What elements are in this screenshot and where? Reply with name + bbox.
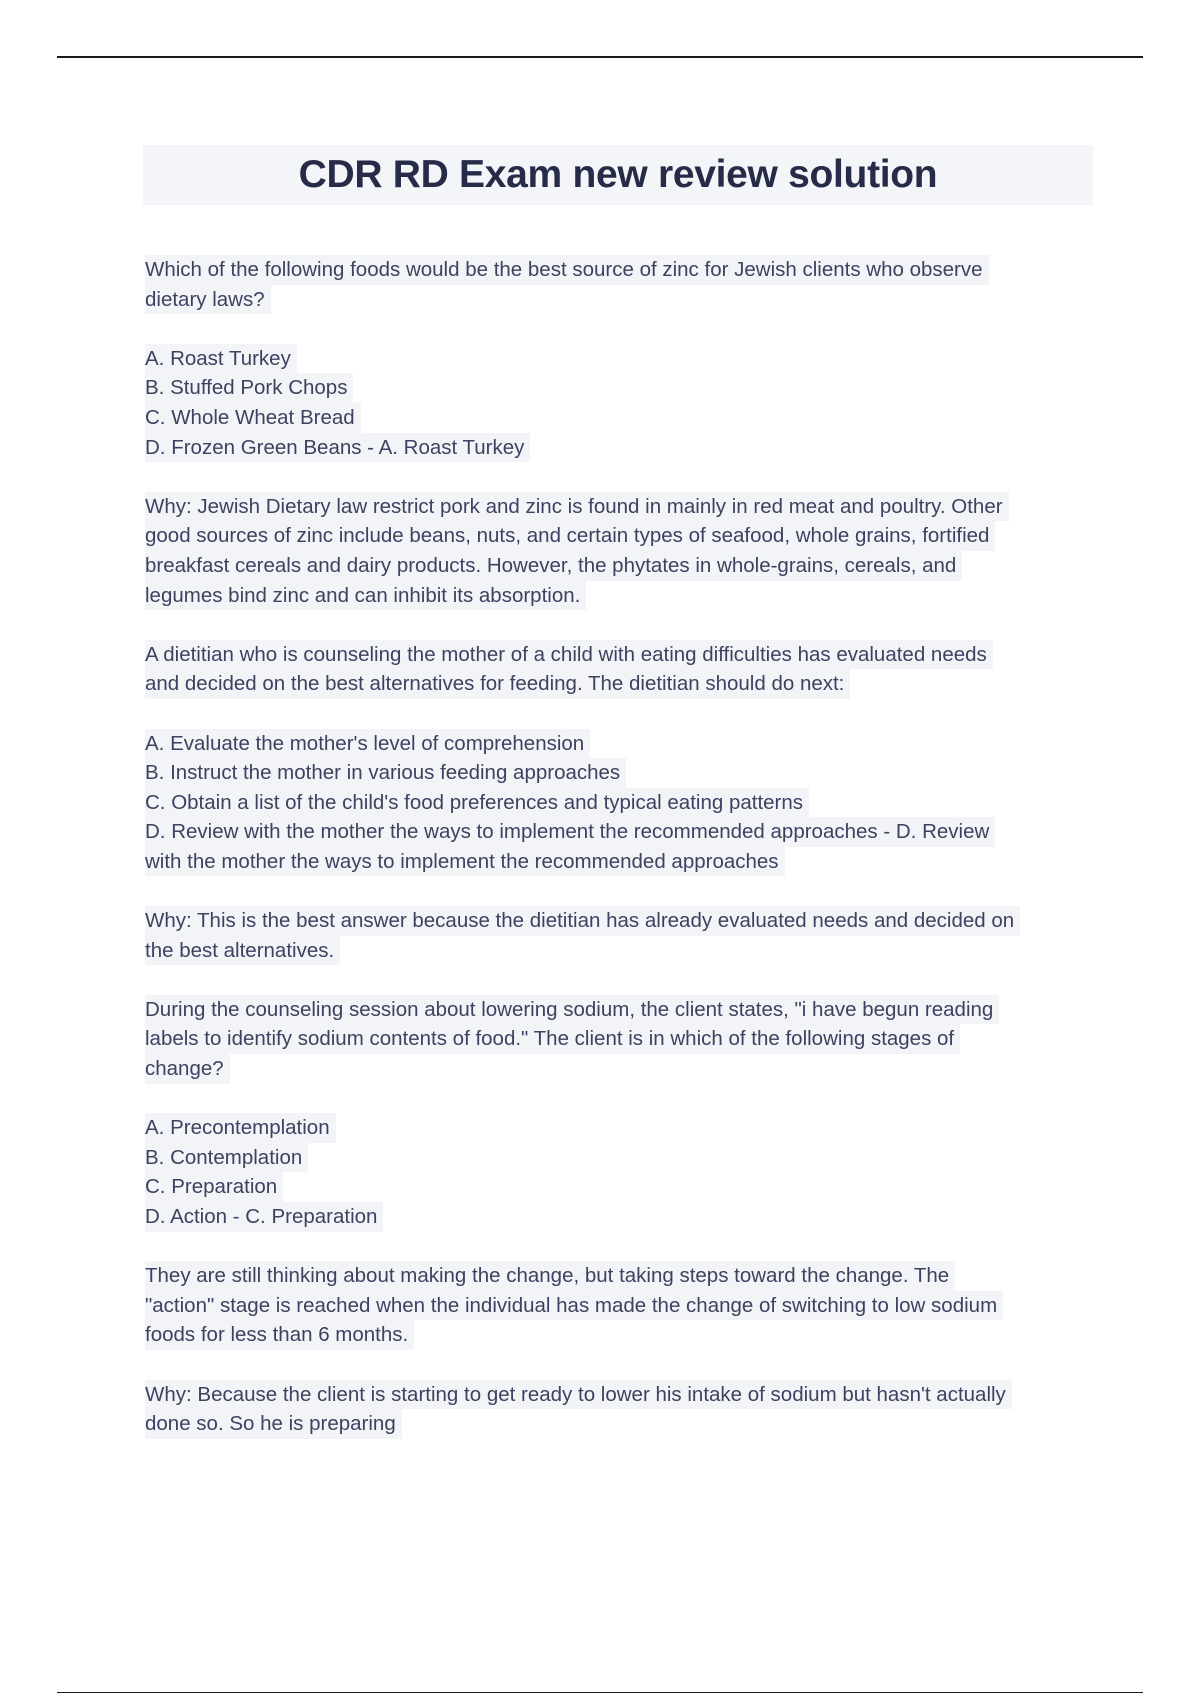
title-band (143, 145, 1093, 205)
option-line: D. Frozen Green Beans - A. Roast Turkey (145, 433, 530, 463)
text-line: During the counseling session about lowering sodium, the client states, "i have begun reading (145, 995, 999, 1025)
option-line: D. Review with the mother the ways to implement the recommended approaches - D. Review (145, 817, 995, 847)
question-2 (145, 640, 1095, 699)
text-line: done so. So he is preparing (145, 1409, 402, 1439)
text-line: They are still thinking about making the change, but taking steps toward the change. The (145, 1261, 955, 1291)
option-line: D. Action - C. Preparation (145, 1202, 383, 1232)
option-line: B. Stuffed Pork Chops (145, 373, 353, 403)
question-3-options (145, 1113, 1095, 1231)
question-3-note (145, 1261, 1095, 1350)
document-body (145, 255, 1095, 1468)
question-1 (145, 255, 1095, 314)
text-line: foods for less than 6 months. (145, 1320, 414, 1350)
option-line: B. Instruct the mother in various feeding approaches (145, 758, 626, 788)
option-line: C. Obtain a list of the child's food preferences and typical eating patterns (145, 788, 809, 818)
option-line: A. Precontemplation (145, 1113, 336, 1143)
option-line: A. Roast Turkey (145, 344, 297, 374)
question-3 (145, 995, 1095, 1084)
option-line: with the mother the ways to implement the recommended approaches (145, 847, 785, 877)
text-line: "action" stage is reached when the individual has made the change of switching to low sodium (145, 1291, 1003, 1321)
header-rule (57, 56, 1143, 58)
text-line: Why: Jewish Dietary law restrict pork and zinc is found in mainly in red meat and poultry. Other (145, 492, 1009, 522)
option-line: B. Contemplation (145, 1143, 308, 1173)
question-2-explanation (145, 906, 1095, 965)
text-line: and decided on the best alternatives for feeding. The dietitian should do next: (145, 669, 850, 699)
footer-rule (57, 1692, 1143, 1693)
option-line: C. Preparation (145, 1172, 283, 1202)
text-line: Why: Because the client is starting to get ready to lower his intake of sodium but hasn't actually (145, 1380, 1012, 1410)
text-line: Why: This is the best answer because the dietitian has already evaluated needs and decided on (145, 906, 1020, 936)
text-line: change? (145, 1054, 230, 1084)
text-line: dietary laws? (145, 285, 271, 315)
option-line: A. Evaluate the mother's level of comprehension (145, 729, 590, 759)
text-line: the best alternatives. (145, 936, 340, 966)
text-line: Which of the following foods would be the best source of zinc for Jewish clients who observe (145, 255, 989, 285)
text-line: legumes bind zinc and can inhibit its absorption. (145, 581, 586, 611)
document-title: CDR RD Exam new review solution (298, 153, 938, 196)
question-1-options (145, 344, 1095, 462)
question-2-options (145, 729, 1095, 877)
text-line: A dietitian who is counseling the mother of a child with eating difficulties has evaluated needs (145, 640, 993, 670)
text-line: good sources of zinc include beans, nuts, and certain types of seafood, whole grains, fortified (145, 521, 995, 551)
question-1-explanation (145, 492, 1095, 610)
text-line: labels to identify sodium contents of food." The client is in which of the following stages of (145, 1024, 960, 1054)
text-line: breakfast cereals and dairy products. However, the phytates in whole-grains, cereals, and (145, 551, 962, 581)
question-3-explanation (145, 1380, 1095, 1439)
option-line: C. Whole Wheat Bread (145, 403, 361, 433)
